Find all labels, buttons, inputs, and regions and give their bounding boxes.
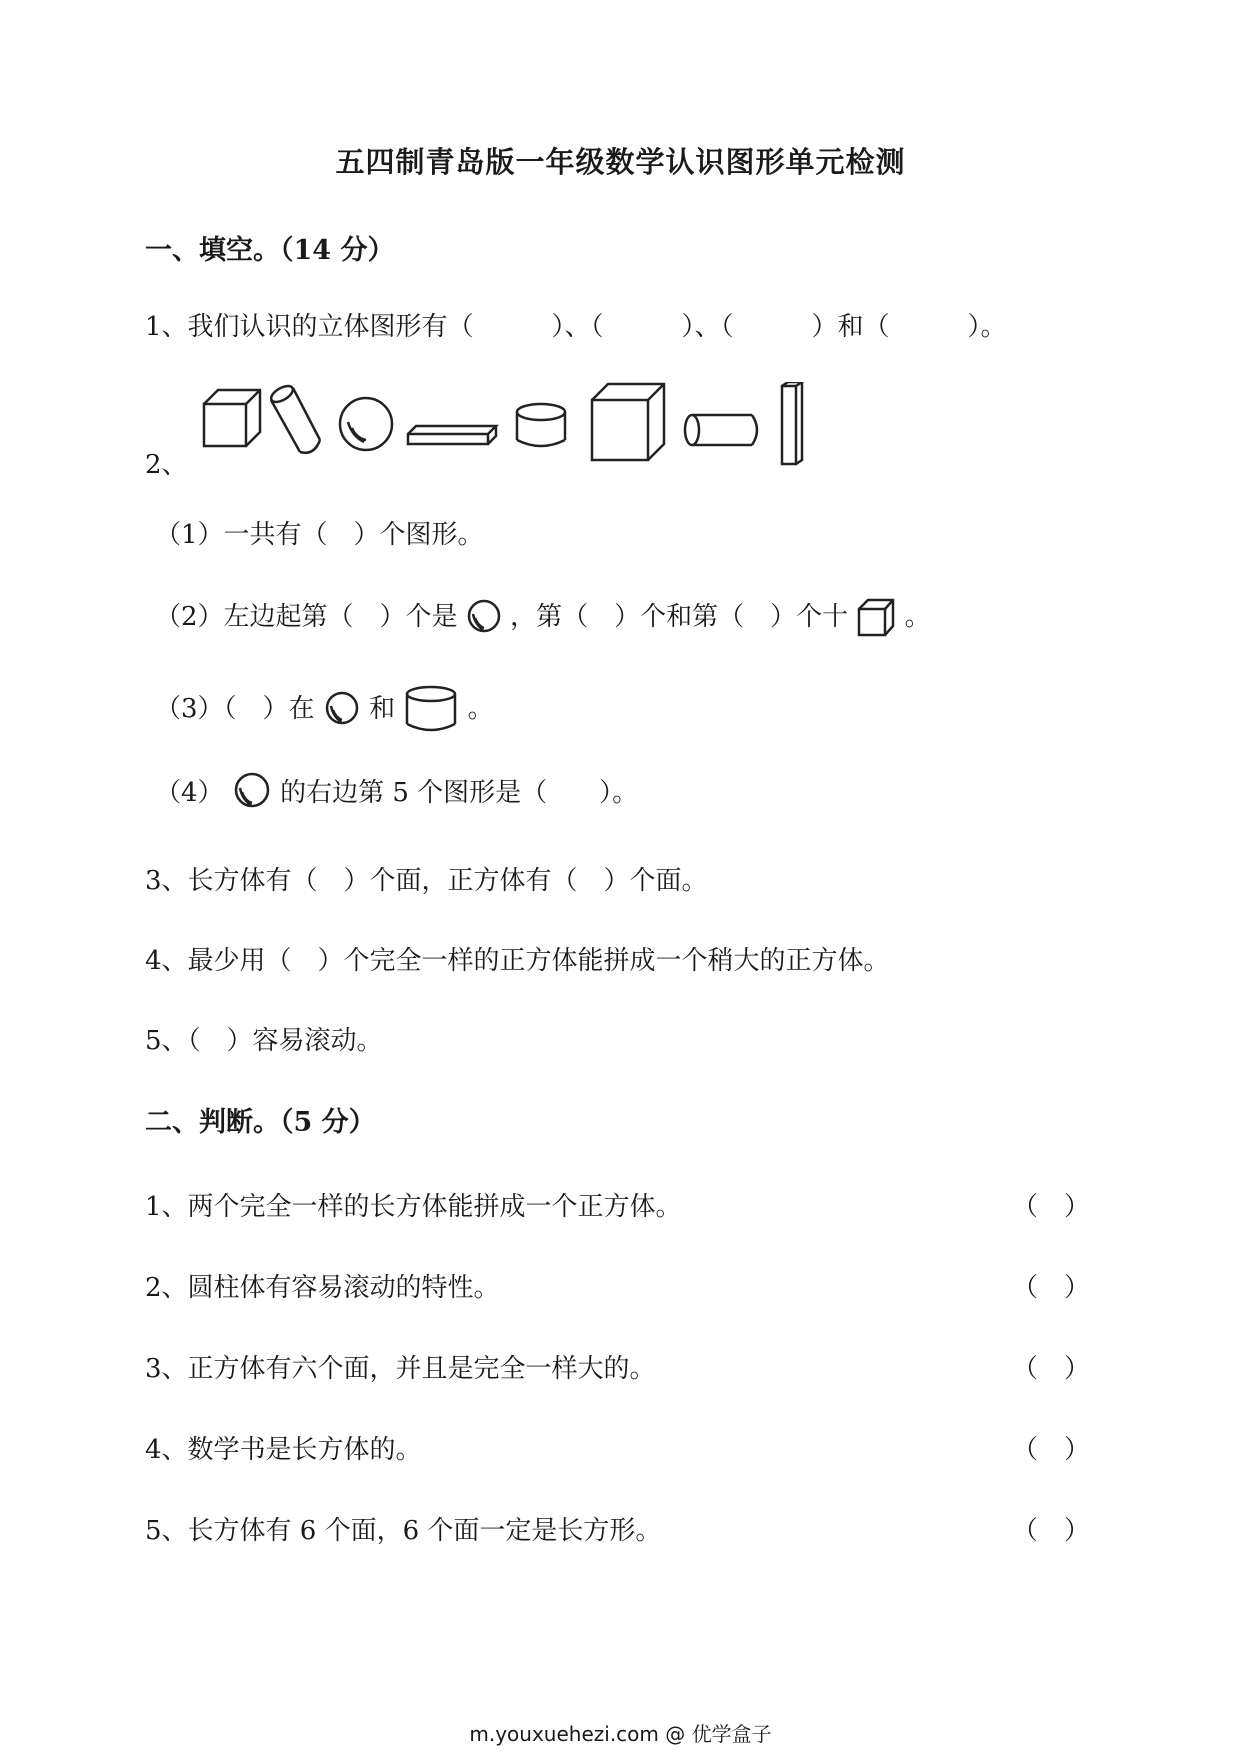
question-5: 5、（ ）容易滚动。	[145, 1026, 383, 1056]
judge-item-4: 4、数学书是长方体的。	[145, 1435, 422, 1465]
judge-answer-4[interactable]: （ ）	[1012, 1435, 1091, 1465]
question-1: 1、我们认识的立体图形有（ ）、（ ）、（ ）和（ ）。	[145, 312, 1007, 342]
judge-answer-2[interactable]: （ ）	[1012, 1273, 1091, 1303]
question-2-2-text-a: （2）左边起第（ ）个是	[155, 602, 458, 632]
sphere-icon	[323, 690, 361, 730]
judge-answer-3[interactable]: （ ）	[1012, 1354, 1091, 1384]
question-2-2-text-b: ，第（ ）个和第（ ）个十	[510, 602, 849, 632]
question-2-3-text-b: 和	[369, 694, 396, 724]
question-2-2	[155, 596, 931, 639]
question-4: 4、最少用（ ）个完全一样的正方体能拼成一个稍大的正方体。	[145, 946, 890, 976]
sphere-icon	[232, 772, 272, 816]
question-2-label: 2、	[145, 450, 188, 480]
shape-1-cube-icon	[204, 390, 260, 446]
question-2-4-text-a: （4）	[155, 778, 224, 808]
cube-icon	[856, 597, 896, 639]
section-1-heading: 一、填空。（14 分）	[145, 235, 395, 266]
question-2-1: （1）一共有（ ）个图形。	[155, 520, 484, 550]
shape-7-cylinder-icon	[685, 415, 757, 445]
judge-item-5: 5、长方体有 6 个面，6 个面一定是长方形。	[145, 1516, 662, 1546]
question-2-3	[155, 684, 494, 736]
question-2-2-text-c: 。	[904, 602, 931, 632]
footer-watermark: m.youxuehezi.com @ 优学盒子	[469, 1722, 772, 1746]
shape-6-cube-icon	[592, 384, 664, 460]
shape-2-cylinder-icon	[269, 383, 320, 453]
shapes-row	[196, 382, 826, 476]
shape-3-sphere-icon	[340, 398, 392, 450]
question-2-4-text-b: 的右边第 5 个图形是（ ）。	[280, 778, 639, 808]
section-2-heading: 二、判断。（5 分）	[145, 1107, 376, 1138]
sphere-icon	[466, 598, 502, 638]
judge-answer-5[interactable]: （ ）	[1012, 1516, 1091, 1546]
judge-item-2: 2、圆柱体有容易滚动的特性。	[145, 1273, 500, 1303]
judge-item-3: 3、正方体有六个面，并且是完全一样大的。	[145, 1354, 656, 1384]
question-2-4	[155, 772, 638, 816]
shape-4-cuboid-icon	[408, 426, 496, 444]
page-title: 五四制青岛版一年级数学认识图形单元检测	[335, 145, 906, 179]
shape-5-cylinder-icon	[517, 404, 565, 446]
shapes-strip	[196, 382, 826, 472]
judge-item-1: 1、两个完全一样的长方体能拼成一个正方体。	[145, 1192, 682, 1222]
cylinder-icon	[403, 684, 459, 736]
question-3: 3、长方体有（ ）个面，正方体有（ ）个面。	[145, 866, 708, 896]
shape-8-cuboid-icon	[782, 382, 802, 464]
question-2-3-text-a: （3）（ ）在	[155, 694, 315, 724]
question-2-3-text-c: 。	[467, 694, 494, 724]
judge-answer-1[interactable]: （ ）	[1012, 1192, 1091, 1222]
